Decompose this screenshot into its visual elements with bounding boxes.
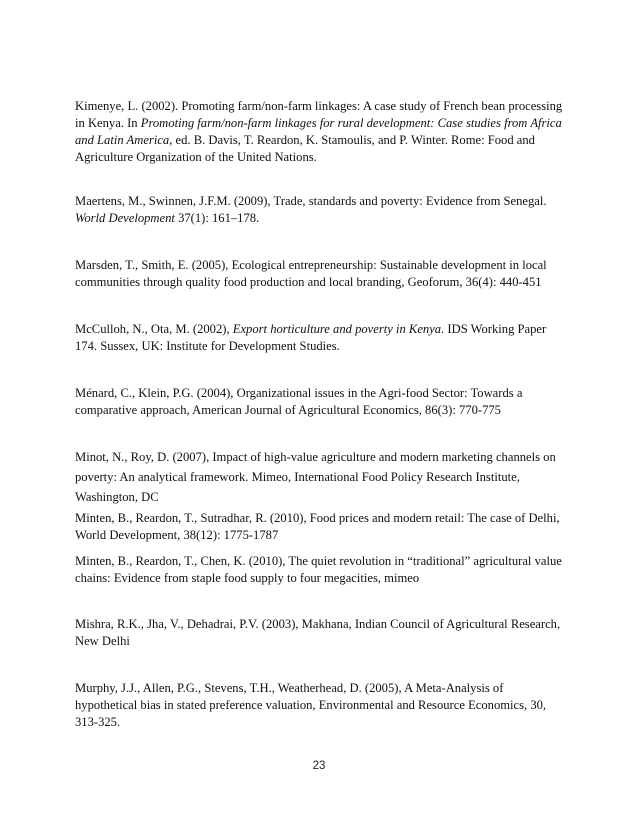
reference-text: Ménard, C., Klein, P.G. (2004), Organizational issues in the Agri-food Sector: Towards a (75, 386, 523, 400)
reference-line (75, 570, 567, 587)
reference-line (75, 98, 567, 115)
reference-murphy-2005 (75, 680, 567, 731)
reference-italic-text: and Latin America (75, 133, 170, 147)
reference-line (75, 616, 567, 633)
reference-text: 313-325. (75, 715, 121, 729)
reference-line (75, 714, 567, 731)
reference-minot-2007 (75, 447, 567, 507)
reference-minten-sutradhar-2010 (75, 510, 567, 544)
reference-text: Agriculture Organization of the United Nations. (75, 150, 317, 164)
reference-italic-text: Export horticulture and poverty in Kenya. (232, 322, 445, 336)
reference-text: Murphy, J.J., Allen, P.G., Stevens, T.H., Weatherhead, D. (2005), A Meta-Analysis of (75, 681, 504, 695)
reference-line (75, 680, 567, 697)
reference-mcculloh-2002 (75, 321, 567, 355)
reference-line (75, 193, 567, 210)
reference-text: chains: Evidence from staple food supply to four megacities, mimeo (75, 571, 420, 585)
reference-text: 174. Sussex, UK: Institute for Development Studies. (75, 339, 340, 353)
reference-italic-text: Promoting farm/non-farm linkages for rural development: Case studies from Africa (140, 116, 562, 130)
reference-line (75, 338, 567, 355)
reference-text: Kimenye, L. (2002). Promoting farm/non-farm linkages: A case study of French bean processing (75, 99, 563, 113)
reference-text: Minten, B., Reardon, T., Sutradhar, R. (2010), Food prices and modern retail: The case of Delhi, (75, 511, 560, 525)
reference-line (75, 149, 567, 166)
reference-text: Washington, DC (75, 490, 159, 504)
reference-line (75, 527, 567, 544)
reference-line (75, 385, 567, 402)
reference-text: , ed. B. Davis, T. Reardon, K. Stamoulis, and P. Winter. Rome: Food and (169, 133, 535, 147)
reference-maertens-2009 (75, 193, 567, 227)
reference-minten-chen-2010 (75, 553, 567, 587)
reference-text: comparative approach, American Journal of Agricultural Economics, 86(3): 770-775 (75, 403, 501, 417)
reference-line (75, 115, 567, 132)
reference-text: World Development, 38(12): 1775-1787 (75, 528, 279, 542)
reference-text: communities through quality food production and local branding, Geoforum, 36(4): 440-451 (75, 275, 542, 289)
reference-mishra-2003 (75, 616, 567, 650)
reference-line (75, 467, 567, 487)
page-number: 23 (312, 760, 326, 772)
reference-text: in Kenya. In (75, 116, 141, 130)
reference-line (75, 633, 567, 650)
reference-text: McCulloh, N., Ota, M. (2002), (75, 322, 233, 336)
reference-text: New Delhi (75, 634, 130, 648)
reference-line (75, 447, 567, 467)
reference-line (75, 510, 567, 527)
reference-text: Minot, N., Roy, D. (2007), Impact of high-value agriculture and modern marketing channels on (75, 450, 556, 464)
reference-line (75, 487, 567, 507)
reference-text: Marsden, T., Smith, E. (2005), Ecological entrepreneurship: Sustainable development in local (75, 258, 547, 272)
reference-line (75, 274, 567, 291)
reference-kimenye-2002 (75, 98, 567, 166)
reference-text: Maertens, M., Swinnen, J.F.M. (2009), Trade, standards and poverty: Evidence from Senegal. (75, 194, 547, 208)
reference-line (75, 210, 567, 227)
reference-text: IDS Working Paper (444, 322, 547, 336)
reference-line (75, 132, 567, 149)
reference-text: Minten, B., Reardon, T., Chen, K. (2010), The quiet revolution in “traditional” agricultural value (75, 554, 562, 568)
reference-text: Mishra, R.K., Jha, V., Dehadrai, P.V. (2003), Makhana, Indian Council of Agricultural Research, (75, 617, 561, 631)
reference-line (75, 257, 567, 274)
reference-line (75, 553, 567, 570)
reference-text: hypothetical bias in stated preference valuation, Environmental and Resource Economics, 30, (75, 698, 547, 712)
reference-italic-text: World Development (75, 211, 175, 225)
reference-marsden-2005 (75, 257, 567, 291)
reference-line (75, 321, 567, 338)
reference-text: poverty: An analytical framework. Mimeo, International Food Policy Research Institute, (75, 470, 520, 484)
reference-line (75, 402, 567, 419)
reference-text: 37(1): 161–178. (174, 211, 260, 225)
reference-menard-2004 (75, 385, 567, 419)
reference-line (75, 697, 567, 714)
